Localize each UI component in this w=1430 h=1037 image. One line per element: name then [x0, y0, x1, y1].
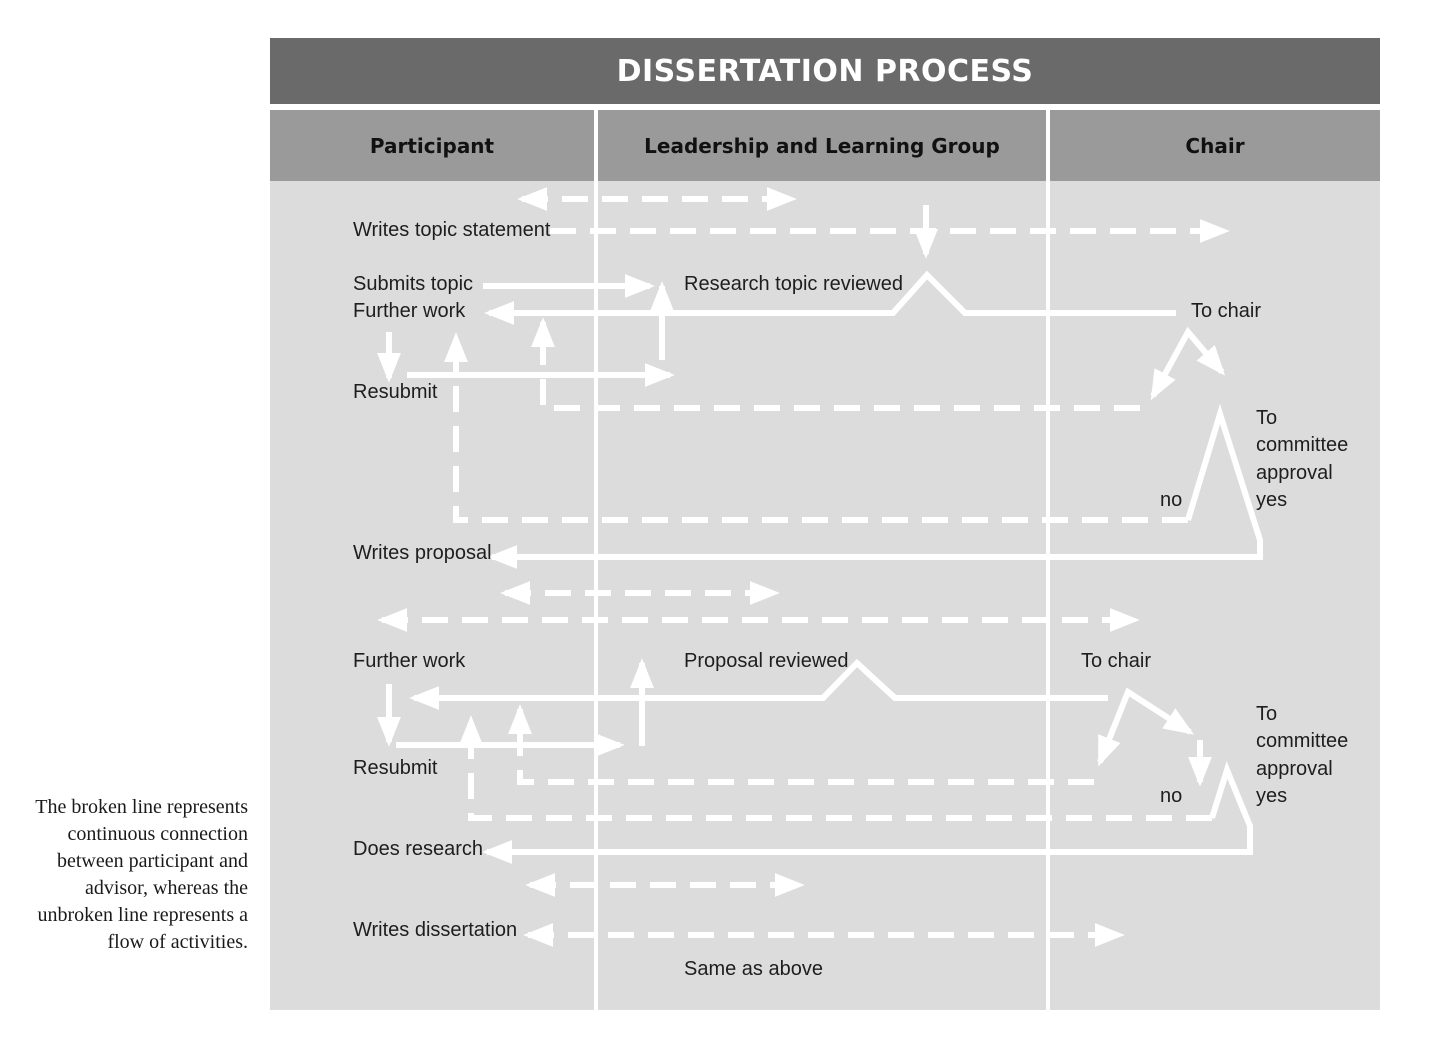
label-resubmit-1: Resubmit: [353, 381, 438, 403]
chair-branch-1: [1153, 332, 1222, 396]
label-to-1: To: [1256, 407, 1278, 429]
label-to-2: To: [1256, 703, 1278, 725]
label-yes-2: yes: [1256, 785, 1288, 807]
label-research-reviewed: Research topic reviewed: [684, 273, 903, 295]
label-no-1: no: [1160, 489, 1183, 511]
dashed-loop-1: [543, 322, 1140, 408]
label-same-as-above: Same as above: [684, 958, 823, 980]
label-approval-1: approval: [1256, 462, 1333, 484]
label-writes-topic: Writes topic statement: [353, 219, 551, 241]
diagram-title: DISSERTATION PROCESS: [270, 38, 1380, 104]
label-does-research: Does research: [353, 838, 484, 860]
label-committee-2: committee: [1256, 730, 1349, 752]
label-no-2: no: [1160, 785, 1183, 807]
label-resubmit-2: Resubmit: [353, 757, 438, 779]
dashed-no-return-2: [471, 720, 1212, 818]
label-approval-2: approval: [1256, 758, 1333, 780]
label-writes-proposal: Writes proposal: [353, 542, 492, 564]
label-to-chair-2: To chair: [1081, 650, 1152, 672]
approval-path-1: [492, 414, 1260, 557]
column-header-chair: Chair: [1050, 110, 1380, 181]
label-committee-1: committee: [1256, 434, 1349, 456]
chair-branch-2: [1100, 692, 1190, 762]
label-writes-dissertation: Writes dissertation: [353, 919, 518, 941]
column-header-llg: Leadership and Learning Group: [598, 110, 1046, 181]
label-proposal-reviewed: Proposal reviewed: [684, 650, 849, 672]
label-to-chair-1: To chair: [1191, 300, 1262, 322]
label-further-work-1: Further work: [353, 300, 466, 322]
column-header-participant: Participant: [270, 110, 594, 181]
legend-caption: The broken line represents continuous connection between participant and advisor, whereas the unbroken line represents a flow of activities.: [35, 796, 248, 953]
label-submits-topic: Submits topic: [353, 273, 474, 295]
dashed-no-return-1: [456, 337, 1188, 520]
label-yes-1: yes: [1256, 489, 1288, 511]
label-further-work-2: Further work: [353, 650, 466, 672]
